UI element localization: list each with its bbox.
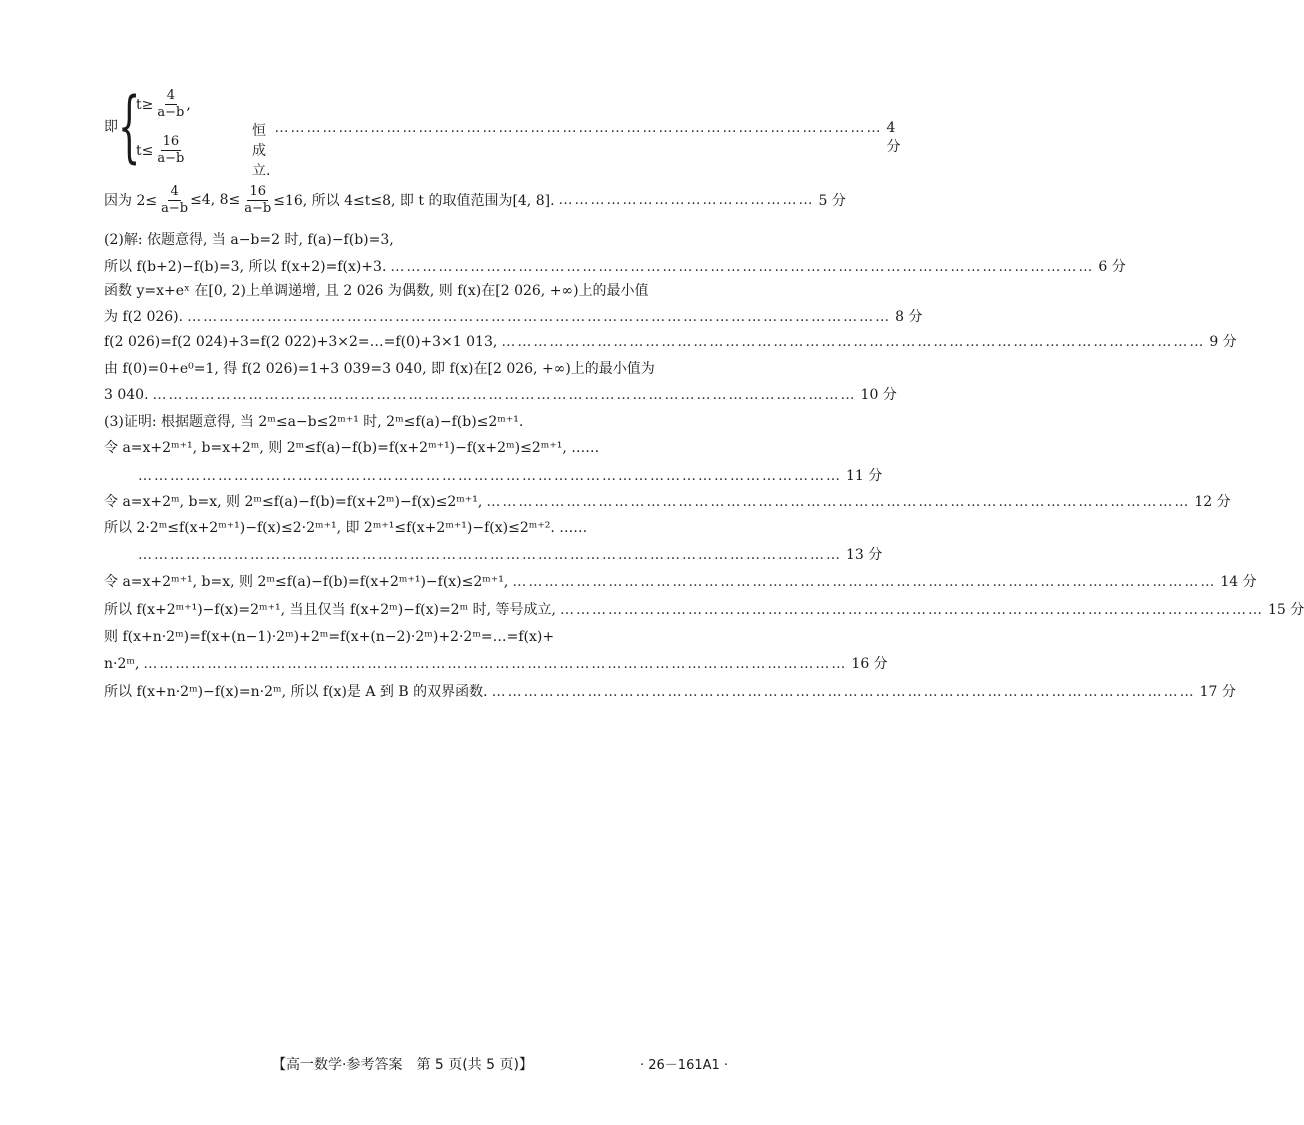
answer-line: [134, 464, 883, 488]
answer-text: 为 f(2 026).: [104, 309, 184, 325]
leader-dots: ……………………………………………………………………………………………………………………: [559, 602, 1264, 618]
score: 5 分: [818, 193, 846, 209]
score: 6 分: [1098, 259, 1126, 275]
answer-line: [104, 410, 724, 434]
score: 17 分: [1199, 684, 1236, 700]
fraction: $\frac{4}{a-b}$: [161, 183, 189, 216]
answer-line: [104, 516, 724, 540]
leader-dots: ……………………………………………………………………………………………………………………: [152, 387, 857, 403]
score: 4 分: [886, 120, 901, 155]
answer-line: [104, 228, 724, 252]
leader-dots: ……………………………………………………………………………………………………………………: [486, 494, 1191, 510]
leader-dots: ……………………………………………………………………………………………………………………: [187, 309, 892, 325]
answer-text: 所以 2·2ᵐ≤f(x+2ᵐ⁺¹)−f(x)≤2·2ᵐ⁺¹, 即 2ᵐ⁺¹≤f(x+2ᵐ⁺¹)−f(x)≤2ᵐ⁺². ……: [104, 520, 588, 536]
score: 15 分: [1267, 602, 1304, 618]
answer-line: [104, 625, 724, 649]
fraction: $\frac{16}{a-b}$: [244, 183, 272, 216]
score: 10 分: [860, 387, 897, 403]
leader-dots: ……………………………………………………………………………………………………………………: [390, 259, 1095, 275]
leader-dots: ……………………………………………………………………………………………………………………: [501, 334, 1206, 350]
leader-dots: ……………………………………………………………………………………………………: [274, 120, 883, 136]
answer-line: [104, 490, 1231, 514]
score: 11 分: [846, 468, 883, 484]
system-lead: 即: [104, 119, 118, 135]
answer-line: [104, 570, 1257, 594]
answer-line: [104, 598, 1304, 622]
system-tail: 恒成立. …………………………………………………………………………………………………… 4 分: [252, 120, 901, 179]
answer-text: 所以 f(b+2)−f(b)=3, 所以 f(x+2)=f(x)+3.: [104, 259, 387, 275]
answer-line: [104, 680, 1236, 704]
answer-text: f(2 026)=f(2 024)+3=f(2 022)+3×2=…=f(0)+3×1 013,: [104, 334, 498, 350]
inequality-system: [104, 82, 901, 179]
answer-line: [104, 652, 888, 676]
answer-text: 则 f(x+n·2ᵐ)=f(x+(n−1)·2ᵐ)+2ᵐ=f(x+(n−2)·2ᵐ)+2·2ᵐ=…=f(x)+: [104, 629, 555, 645]
fraction: $\frac{4}{a-b}$: [157, 88, 185, 120]
answer-text: 由 f(0)=0+e⁰=1, 得 f(2 026)=1+3 039=3 040, 即 f(x)在[2 026, +∞)上的最小值为: [104, 361, 655, 377]
page-footer: 【高一数学·参考答案 第 5 页(共 5 页)】: [272, 1057, 533, 1073]
answer-line: [104, 305, 923, 329]
answer-line-5: 因为 2≤ $\frac{4}{a-b}$ ≤4, 8≤ $\frac{16}{a-b}$ ≤16, 所以 4≤t≤8, 即 t 的取值范围为[4, 8]. ………………………………………… 5 分: [104, 183, 846, 216]
answer-text: 令 a=x+2ᵐ, b=x, 则 2ᵐ≤f(a)−f(b)=f(x+2ᵐ)−f(x)≤2ᵐ⁺¹,: [104, 494, 483, 510]
answer-line: [104, 330, 1237, 354]
score: 14 分: [1220, 574, 1257, 590]
answer-line: [104, 436, 724, 460]
answer-line: [104, 383, 897, 407]
answer-line: [104, 357, 724, 381]
leader-dots: ……………………………………………………………………………………………………………………: [512, 574, 1217, 590]
score: 13 分: [846, 547, 883, 563]
left-brace: {: [118, 82, 141, 172]
leader-dots: ……………………………………………………………………………………………………………………: [143, 656, 848, 672]
score: 16 分: [851, 656, 888, 672]
answer-line: [104, 255, 1126, 279]
score: 9 分: [1209, 334, 1237, 350]
system-row-1: t≥ $\frac{4}{a-b}$ ,: [136, 88, 191, 120]
answer-text: 3 040.: [104, 387, 149, 403]
leader-dots: ……………………………………………………………………………………………………………………: [491, 684, 1196, 700]
answer-line: [134, 543, 883, 567]
score: 8 分: [895, 309, 923, 325]
paper-code: · 26－161A1 ·: [640, 1058, 729, 1073]
answer-text: 所以 f(x+n·2ᵐ)−f(x)=n·2ᵐ, 所以 f(x)是 A 到 B 的双界函数.: [104, 684, 488, 700]
leader-dots: ……………………………………………………………………………………………………………………: [138, 468, 842, 484]
answer-text: 所以 f(x+2ᵐ⁺¹)−f(x)=2ᵐ⁺¹, 当且仅当 f(x+2ᵐ)−f(x)=2ᵐ 时, 等号成立,: [104, 602, 556, 618]
answer-line: [104, 279, 724, 303]
answer-text: 函数 y=x+eˣ 在[0, 2)上单调递增, 且 2 026 为偶数, 则 f(x)在[2 026, +∞)上的最小值: [104, 283, 649, 299]
system-row-2: t≤ $\frac{16}{a-b}$: [136, 134, 185, 166]
leader-dots: ……………………………………………………………………………………………………………………: [138, 547, 842, 563]
answer-text: (2)解: 依题意得, 当 a−b=2 时, f(a)−f(b)=3,: [104, 232, 394, 248]
answer-text: 令 a=x+2ᵐ⁺¹, b=x, 则 2ᵐ≤f(a)−f(b)=f(x+2ᵐ⁺¹)−f(x)≤2ᵐ⁺¹,: [104, 574, 509, 590]
score: 12 分: [1194, 494, 1231, 510]
answer-text: 令 a=x+2ᵐ⁺¹, b=x+2ᵐ, 则 2ᵐ≤f(a)−f(b)=f(x+2ᵐ⁺¹)−f(x+2ᵐ)≤2ᵐ⁺¹, ……: [104, 440, 600, 456]
leader-dots: …………………………………………: [558, 192, 815, 208]
answer-text: (3)证明: 根据题意得, 当 2ᵐ≤a−b≤2ᵐ⁺¹ 时, 2ᵐ≤f(a)−f(b)≤2ᵐ⁺¹.: [104, 414, 524, 430]
answer-text: n·2ᵐ,: [104, 656, 140, 672]
fraction: $\frac{16}{a-b}$: [157, 134, 185, 166]
